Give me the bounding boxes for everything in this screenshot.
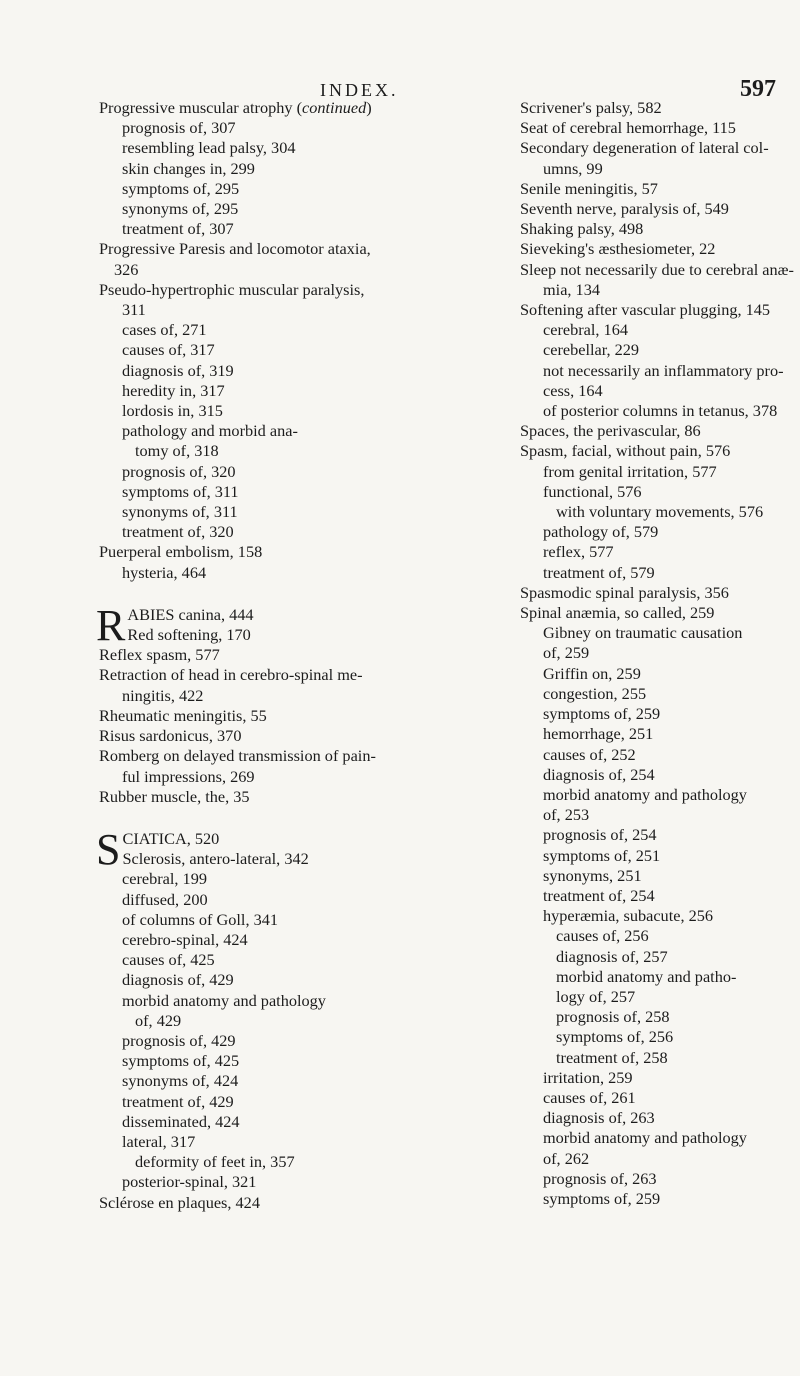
right-column xyxy=(520,98,800,1209)
index-entry: Rubber muscle, the, 35 xyxy=(99,786,250,806)
index-entry: Seat of cerebral hemorrhage, 115 xyxy=(520,118,736,138)
index-entry: treatment of, 320 xyxy=(122,522,234,542)
index-entry: resembling lead palsy, 304 xyxy=(122,138,296,158)
index-entry: of, 429 xyxy=(135,1010,182,1030)
index-entry: tomy of, 318 xyxy=(135,441,219,461)
index-entry: of columns of Goll, 341 xyxy=(122,909,279,929)
index-entry: logy of, 257 xyxy=(556,986,636,1006)
index-entry: cerebral, 199 xyxy=(122,869,207,889)
index-entry: symptoms of, 259 xyxy=(543,1188,661,1208)
index-entry: diagnosis of, 263 xyxy=(543,1108,655,1128)
index-entry: prognosis of, 254 xyxy=(543,825,657,845)
index-entry: prognosis of, 429 xyxy=(122,1030,236,1050)
index-entry: Spinal anæmia, so called, 259 xyxy=(520,603,715,623)
index-entry: causes of, 425 xyxy=(122,950,215,970)
index-entry: Softening after vascular plugging, 145 xyxy=(520,300,771,320)
index-entry: morbid anatomy and patho- xyxy=(556,966,737,986)
index-entry: heredity in, 317 xyxy=(122,380,225,400)
index-entry: Puerperal embolism, 158 xyxy=(99,542,263,562)
index-entry: symptoms of, 251 xyxy=(543,845,661,865)
index-entry: diffused, 200 xyxy=(122,889,208,909)
index-entry: mia, 134 xyxy=(543,279,600,299)
index-entry: reflex, 577 xyxy=(543,542,614,562)
index-entry: Griffin on, 259 xyxy=(543,663,641,683)
index-entry: Pseudo-hypertrophic muscular paralysis, xyxy=(99,279,365,299)
index-entry: symptoms of, 425 xyxy=(122,1051,240,1071)
index-entry: treatment of, 429 xyxy=(122,1091,234,1111)
index-entry: causes of, 261 xyxy=(543,1087,636,1107)
index-entry: Progressive muscular atrophy (continued) xyxy=(99,98,372,117)
drop-cap-r: R xyxy=(96,600,126,650)
index-entry: cess, 164 xyxy=(543,380,603,400)
index-entry: synonyms of, 295 xyxy=(122,199,239,219)
index-entry: pathology and morbid ana- xyxy=(122,421,298,441)
index-entry: morbid anatomy and pathology xyxy=(122,990,326,1010)
index-entry: Spaces, the perivascular, 86 xyxy=(520,421,701,441)
index-entry: ful impressions, 269 xyxy=(122,766,255,786)
index-entry: Shaking palsy, 498 xyxy=(520,219,644,239)
index-entry: morbid anatomy and pathology xyxy=(543,1128,747,1148)
index-entry: Secondary degeneration of lateral col- xyxy=(520,138,769,158)
index-section-r xyxy=(96,600,479,807)
index-entry: prognosis of, 263 xyxy=(543,1168,657,1188)
index-entry: treatment of, 579 xyxy=(543,562,655,582)
index-entry: morbid anatomy and pathology xyxy=(543,784,747,804)
index-entry: Scrivener's palsy, 582 xyxy=(520,98,662,117)
index-entry: synonyms, 251 xyxy=(543,865,642,885)
section-gap xyxy=(99,583,479,605)
index-entry: ABIES canina, 444 xyxy=(127,604,254,624)
index-entry: hysteria, 464 xyxy=(122,562,207,582)
index-entry: Sclerosis, antero-lateral, 342 xyxy=(122,849,309,869)
index-entry: Gibney on traumatic causation xyxy=(543,623,743,643)
index-entry: congestion, 255 xyxy=(543,683,647,703)
index-entry: of, 262 xyxy=(543,1148,590,1168)
index-entry: Sleep not necessarily due to cerebral anæ- xyxy=(520,259,794,279)
index-entry: cerebral, 164 xyxy=(543,320,628,340)
index-entry: Reflex spasm, 577 xyxy=(99,645,220,665)
index-entry: treatment of, 307 xyxy=(122,219,234,239)
index-entry: ningitis, 422 xyxy=(122,685,204,705)
index-entry: causes of, 252 xyxy=(543,744,636,764)
index-entry: of, 253 xyxy=(543,805,590,825)
index-entry: diagnosis of, 254 xyxy=(543,764,655,784)
index-entry: symptoms of, 295 xyxy=(122,178,240,198)
index-entry: lateral, 317 xyxy=(122,1131,196,1151)
index-entry: Red softening, 170 xyxy=(127,625,251,645)
index-entry: pathology of, 579 xyxy=(543,522,659,542)
index-entry: of posterior columns in tetanus, 378 xyxy=(543,401,778,421)
index-entry: functional, 576 xyxy=(543,481,642,501)
index-entry: Retraction of head in cerebro-spinal me- xyxy=(99,665,363,685)
index-entry: diagnosis of, 319 xyxy=(122,360,234,380)
index-entry: symptoms of, 311 xyxy=(122,481,239,501)
index-entry: from genital irritation, 577 xyxy=(543,461,717,481)
left-column xyxy=(96,98,479,1213)
index-entry: disseminated, 424 xyxy=(122,1111,240,1131)
index-entry: Romberg on delayed transmission of pain- xyxy=(99,746,376,766)
index-entry: hemorrhage, 251 xyxy=(543,724,654,744)
running-title: INDEX. xyxy=(320,80,399,100)
index-section-s xyxy=(96,824,479,1213)
page-number: 597 xyxy=(740,76,776,102)
index-entry: causes of, 256 xyxy=(556,926,649,946)
index-entry: diagnosis of, 429 xyxy=(122,970,234,990)
index-entry: prognosis of, 258 xyxy=(556,1007,670,1027)
index-entry: treatment of, 254 xyxy=(543,885,655,905)
index-entry: 311 xyxy=(122,300,146,320)
drop-cap-s: S xyxy=(96,824,121,874)
index-entry: Spasmodic spinal paralysis, 356 xyxy=(520,582,729,602)
index-entry: cerebro-spinal, 424 xyxy=(122,929,248,949)
index-entry: umns, 99 xyxy=(543,158,603,178)
index-entry: cases of, 271 xyxy=(122,320,207,340)
index-entry: Sieveking's æsthesiometer, 22 xyxy=(520,239,716,259)
index-entry: synonyms of, 424 xyxy=(122,1071,239,1091)
index-entry: symptoms of, 259 xyxy=(543,704,661,724)
index-entry: 326 xyxy=(114,259,139,279)
index-entry: diagnosis of, 257 xyxy=(556,946,668,966)
index-block-p xyxy=(99,98,479,583)
index-entry: hyperæmia, subacute, 256 xyxy=(543,906,714,926)
index-entry: Spasm, facial, without pain, 576 xyxy=(520,441,731,461)
index-entry: with voluntary movements, 576 xyxy=(556,502,764,522)
index-entry: cerebellar, 229 xyxy=(543,340,640,360)
index-entry: not necessarily an inflammatory pro- xyxy=(543,360,784,380)
index-entry: skin changes in, 299 xyxy=(122,158,255,178)
index-entry: Rheumatic meningitis, 55 xyxy=(99,705,267,725)
index-entry: treatment of, 258 xyxy=(556,1047,668,1067)
index-entry: prognosis of, 307 xyxy=(122,118,236,138)
index-entry: Senile meningitis, 57 xyxy=(520,178,658,198)
index-entry: lordosis in, 315 xyxy=(122,401,223,421)
index-entry: prognosis of, 320 xyxy=(122,461,236,481)
index-entry: causes of, 317 xyxy=(122,340,215,360)
index-entry: symptoms of, 256 xyxy=(556,1027,674,1047)
section-gap xyxy=(99,807,479,829)
index-entry: irritation, 259 xyxy=(543,1067,633,1087)
index-entry: synonyms of, 311 xyxy=(122,502,238,522)
index-entry: Progressive Paresis and locomotor ataxia, xyxy=(99,239,371,259)
index-entry: Risus sardonicus, 370 xyxy=(99,726,242,746)
index-entry: posterior-spinal, 321 xyxy=(122,1172,257,1192)
index-entry: of, 259 xyxy=(543,643,590,663)
index-entry: Sclérose en plaques, 424 xyxy=(99,1192,260,1212)
index-entry: deformity of feet in, 357 xyxy=(135,1152,295,1172)
index-entry: CIATICA, 520 xyxy=(122,828,220,848)
index-entry: Seventh nerve, paralysis of, 549 xyxy=(520,199,729,219)
